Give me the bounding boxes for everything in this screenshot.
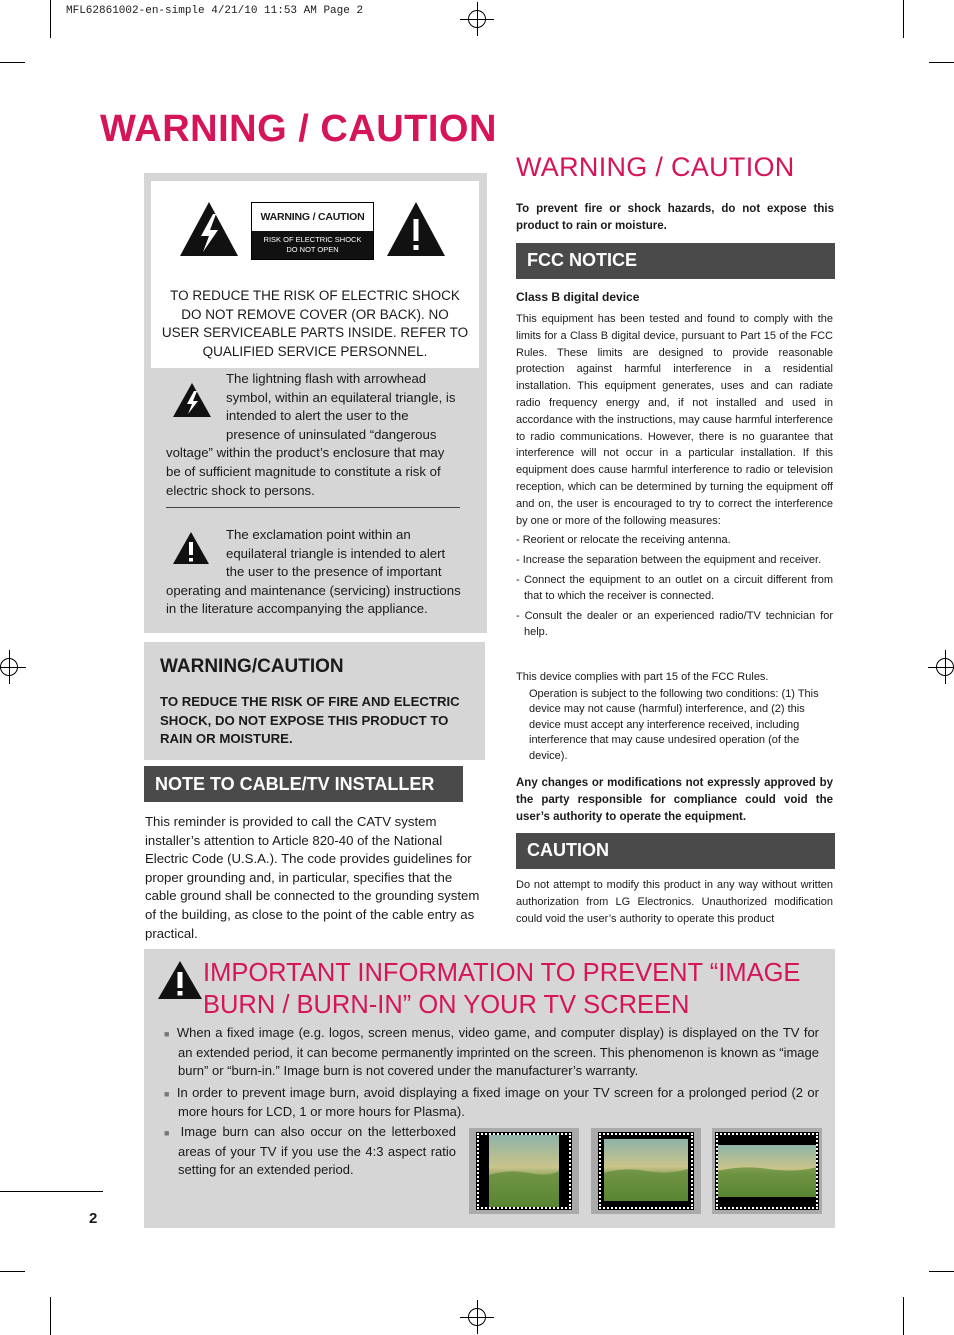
lightning-warning-icon (178, 200, 240, 258)
footer-rule (0, 1191, 103, 1192)
caution-heading: CAUTION (516, 833, 835, 869)
meadow-image (718, 1145, 818, 1209)
lightning-text: The lightning flash with arrowhead symbol, within an equilateral triangle, is intended to alert the user to the presence of uninsulated “dangerous voltage” within the product’s enclosure that may be of sufficient magnitude to constitute a risk of electric shock to persons. (166, 371, 456, 498)
meadow-image (604, 1139, 693, 1209)
tv-image-letterbox-top-bottom (712, 1128, 822, 1214)
tv-screen (716, 1133, 818, 1209)
tv-screen (477, 1133, 571, 1209)
registration-mark (460, 2, 494, 36)
image-burn-heading: IMPORTANT INFORMATION TO PREVENT “IMAGE BURN / BURN-IN” ON YOUR TV SCREEN (203, 959, 801, 1019)
image-burn-bullets (164, 1024, 819, 1122)
tv-screen (599, 1133, 693, 1209)
warning-label-sub (252, 231, 373, 259)
fcc-subheading: Class B digital device (516, 290, 640, 304)
page-title: WARNING / CAUTION (100, 108, 497, 150)
exclamation-text: The exclamation point within an equilateral triangle is intended to alert the user to the presence of important operating and maintenance (servicing) instructions in the literature accompanying the appliance. (166, 527, 461, 617)
exclamation-explanation (166, 526, 462, 619)
modification-warning: Any changes or modifications not expressly approved by the party responsible for compliance could void the user’s authority to operate the equipment. (516, 777, 833, 823)
square-bullet-icon: ■ (164, 1088, 177, 1099)
exclamation-warning-icon (157, 960, 203, 1000)
fire-warning-heading: WARNING/CAUTION (160, 656, 344, 677)
meadow-image (489, 1135, 571, 1207)
warning-label-line: RISK OF ELECTRIC SHOCK (263, 235, 362, 244)
list-item: - Reorient or relocate the receiving antenna. (516, 534, 731, 546)
section-title: WARNING / CAUTION (516, 152, 795, 182)
square-bullet-icon: ■ (164, 1029, 177, 1039)
square-bullet-icon: ■ (164, 1128, 181, 1138)
tv-image-letterbox-sides (469, 1128, 579, 1214)
fcc-heading: FCC NOTICE (516, 243, 835, 279)
warning-label-line: DO NOT OPEN (286, 245, 339, 254)
cable-installer-heading: NOTE TO CABLE/TV INSTALLER (144, 766, 463, 802)
compliance-conditions: Operation is subject to the following two conditions: (1) This device may not cause (harmful) interference, and (2) this device must accept any interference received, including interference that may cause undesired operation (of the device). (529, 688, 819, 762)
image-burn-panel (144, 949, 835, 1228)
bullet-text: When a fixed image (e.g. logos, screen menus, video game, and computer display) is displayed on the TV for an extended period, it can become permanently imprinted on the screen. This phenomenon is known as “image burn” or “burn-in.” Image burn is not covered under the manufacturer’s warranty. (176, 1025, 820, 1079)
compliance-statement: This device complies with part 15 of the FCC Rules. (516, 671, 769, 683)
shock-notice: TO REDUCE THE RISK OF ELECTRIC SHOCK DO NOT REMOVE COVER (OR BACK). NO USER SERVICEABLE PARTS INSIDE. REFER TO QUALIFIED SERVICE PERSONNEL. (161, 288, 469, 359)
registration-mark (460, 1300, 494, 1334)
lightning-explanation (166, 370, 462, 500)
print-slug: MFL62861002-en-simple 4/21/10 11:53 AM Page 2 (66, 5, 364, 17)
crop-mark (0, 1271, 25, 1272)
fire-warning-body: TO REDUCE THE RISK OF FIRE AND ELECTRIC SHOCK, DO NOT EXPOSE THIS PRODUCT TO RAIN OR MOISTURE. (160, 694, 460, 747)
crop-mark (929, 1271, 954, 1272)
moisture-intro: To prevent fire or shock hazards, do not expose this product to rain or moisture. (516, 203, 834, 232)
crop-mark (0, 62, 25, 63)
cable-installer-body: This reminder is provided to call the CATV system installer’s attention to Article 820-40 of the National Electric Code (U.S.A.). The code provides guidelines for proper grounding and, in particular, specifies that the cable ground shall be connected to the grounding system of the building, as close to the point of the cable entry as practical. (145, 814, 480, 941)
list-item: - Connect the equipment to an outlet on a circuit different from that to which the receiver is connected. (516, 574, 833, 602)
crop-mark (50, 1297, 51, 1335)
text-wrap-spacer (166, 370, 226, 426)
bullet-text: In order to prevent image burn, avoid displaying a fixed image on your TV screen for a prolonged period (2 or more hours for LCD, 1 or more hours for Plasma). (176, 1084, 819, 1120)
shock-warning-box (151, 181, 479, 368)
bullet-item (164, 1084, 819, 1122)
bullet-text: Image burn can also occur on the letterboxed areas of your TV if you use the 4:3 aspect ratio setting for an extended period. (178, 1124, 456, 1178)
caution-body: Do not attempt to modify this product in any way without written authorization from LG Electronics. Unauthorized modification could void the user’s authority to operate this product (516, 879, 833, 925)
warning-label-title: WARNING / CAUTION (260, 211, 365, 223)
warning-label (251, 202, 374, 260)
list-item: - Increase the separation between the equipment and receiver. (516, 554, 822, 566)
divider (166, 507, 460, 508)
text-wrap-spacer (166, 526, 226, 580)
crop-mark (903, 1297, 904, 1335)
registration-mark (928, 650, 954, 684)
exclamation-warning-icon (385, 200, 447, 258)
bullet-item (164, 1123, 456, 1180)
registration-mark (0, 650, 26, 684)
crop-mark (903, 0, 904, 38)
page-number: 2 (89, 1210, 98, 1227)
crop-mark (929, 62, 954, 63)
list-item: - Consult the dealer or an experienced radio/TV technician for help. (516, 610, 833, 638)
fire-warning-box (144, 642, 485, 760)
bullet-item (164, 1024, 819, 1081)
tv-image-letterbox-frame (591, 1128, 701, 1214)
fcc-body: This equipment has been tested and found to comply with the limits for a Class B digital device, pursuant to Part 15 of the FCC Rules. These limits are designed to provide reasonable protection against harmful interference in a residential installation. This equipment generates, uses and can radiate radio frequency energy and, if not installed and used in accordance with the instructions, may cause harmful interference to radio communications. However, there is no guarantee that interference will not occur in a particular installation. If this equipment does cause harmful interference to radio or television reception, which can be determined by turning the equipment off and on, the user is encouraged to try to correct the interference by one or more of the following measures: (516, 313, 833, 527)
fcc-measures-list (516, 532, 833, 640)
crop-mark (50, 0, 51, 38)
